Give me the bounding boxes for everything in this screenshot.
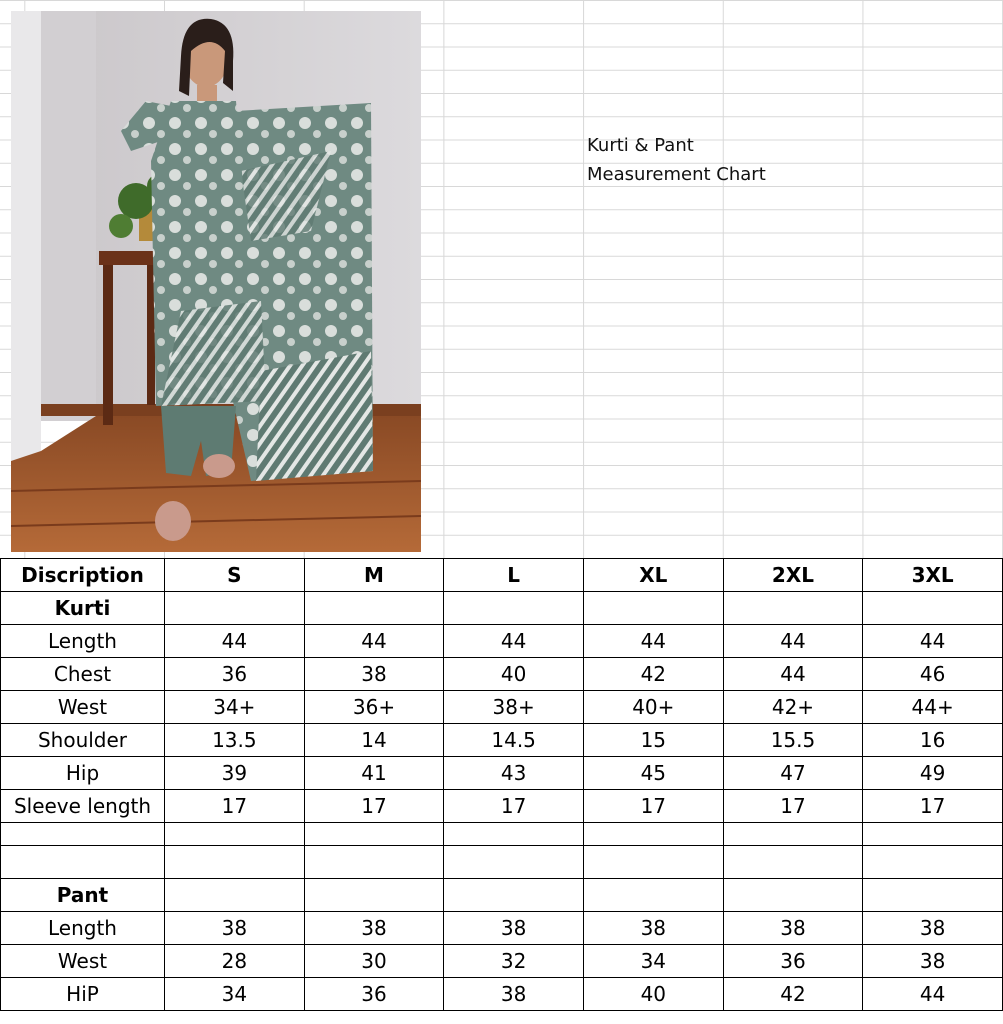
table-row <box>1 658 1003 691</box>
section-label: Pant <box>1 879 165 912</box>
product-photo <box>11 11 421 552</box>
section-row-kurti <box>1 592 1003 625</box>
table-cell: 38 <box>863 912 1003 945</box>
table-cell: 32 <box>444 945 584 978</box>
table-cell: 38+ <box>444 691 584 724</box>
table-cell: 38 <box>444 978 584 1011</box>
table-cell: 15.5 <box>723 724 863 757</box>
table-cell: 42 <box>723 978 863 1011</box>
table-cell: 38 <box>583 912 723 945</box>
table-cell: 14 <box>304 724 444 757</box>
table-cell: 44 <box>723 658 863 691</box>
header-cell: 3XL <box>863 559 1003 592</box>
row-label: West <box>1 691 165 724</box>
table-cell: 36 <box>723 945 863 978</box>
table-cell: 39 <box>165 757 305 790</box>
row-label: Hip <box>1 757 165 790</box>
table-cell: 13.5 <box>165 724 305 757</box>
table-row <box>1 691 1003 724</box>
row-label: Length <box>1 625 165 658</box>
table-cell: 44 <box>723 625 863 658</box>
section-label: Kurti <box>1 592 165 625</box>
row-label: West <box>1 945 165 978</box>
header-cell: L <box>444 559 584 592</box>
section-row-pant <box>1 879 1003 912</box>
table-cell: 45 <box>583 757 723 790</box>
header-cell: 2XL <box>723 559 863 592</box>
table-cell: 36+ <box>304 691 444 724</box>
table-row <box>1 912 1003 945</box>
table-cell: 41 <box>304 757 444 790</box>
spacer-row <box>1 823 1003 846</box>
table-cell: 14.5 <box>444 724 584 757</box>
header-cell: Discription <box>1 559 165 592</box>
table-cell: 44+ <box>863 691 1003 724</box>
row-label: Shoulder <box>1 724 165 757</box>
table-cell: 36 <box>165 658 305 691</box>
table-cell: 47 <box>723 757 863 790</box>
chart-title-line-2: Measurement Chart <box>587 164 766 185</box>
table-cell: 38 <box>444 912 584 945</box>
table-cell: 38 <box>304 658 444 691</box>
table-cell: 38 <box>304 912 444 945</box>
table-cell: 43 <box>444 757 584 790</box>
table-cell: 16 <box>863 724 1003 757</box>
table-cell: 44 <box>863 978 1003 1011</box>
header-cell: XL <box>583 559 723 592</box>
chart-title-line-1: Kurti & Pant <box>587 135 694 156</box>
table-cell: 49 <box>863 757 1003 790</box>
table-cell: 44 <box>444 625 584 658</box>
table-cell: 34 <box>165 978 305 1011</box>
table-row <box>1 790 1003 823</box>
table-cell: 44 <box>304 625 444 658</box>
table-cell: 40+ <box>583 691 723 724</box>
model-illustration <box>11 11 421 552</box>
row-label: Chest <box>1 658 165 691</box>
table-cell: 44 <box>583 625 723 658</box>
row-label: Sleeve length <box>1 790 165 823</box>
row-label: Length <box>1 912 165 945</box>
table-cell: 44 <box>863 625 1003 658</box>
table-cell: 15 <box>583 724 723 757</box>
table-cell: 38 <box>863 945 1003 978</box>
chart-title <box>587 131 766 189</box>
table-cell: 42 <box>583 658 723 691</box>
table-row <box>1 625 1003 658</box>
table-cell: 17 <box>723 790 863 823</box>
table-cell: 17 <box>304 790 444 823</box>
table-row <box>1 757 1003 790</box>
header-cell: S <box>165 559 305 592</box>
table-cell: 36 <box>304 978 444 1011</box>
table-cell: 42+ <box>723 691 863 724</box>
table-cell: 30 <box>304 945 444 978</box>
table-row <box>1 945 1003 978</box>
table-cell: 17 <box>583 790 723 823</box>
table-cell: 17 <box>863 790 1003 823</box>
table-cell: 17 <box>444 790 584 823</box>
empty-row <box>1 846 1003 879</box>
table-cell: 40 <box>583 978 723 1011</box>
measurement-table <box>0 558 1003 1011</box>
table-row <box>1 724 1003 757</box>
row-label: HiP <box>1 978 165 1011</box>
table-cell: 28 <box>165 945 305 978</box>
table-cell: 46 <box>863 658 1003 691</box>
table-cell: 44 <box>165 625 305 658</box>
table-cell: 17 <box>165 790 305 823</box>
header-cell: M <box>304 559 444 592</box>
table-cell: 38 <box>723 912 863 945</box>
table-cell: 38 <box>165 912 305 945</box>
table-cell: 34+ <box>165 691 305 724</box>
table-row <box>1 978 1003 1011</box>
table-cell: 40 <box>444 658 584 691</box>
header-row <box>1 559 1003 592</box>
table-cell: 34 <box>583 945 723 978</box>
